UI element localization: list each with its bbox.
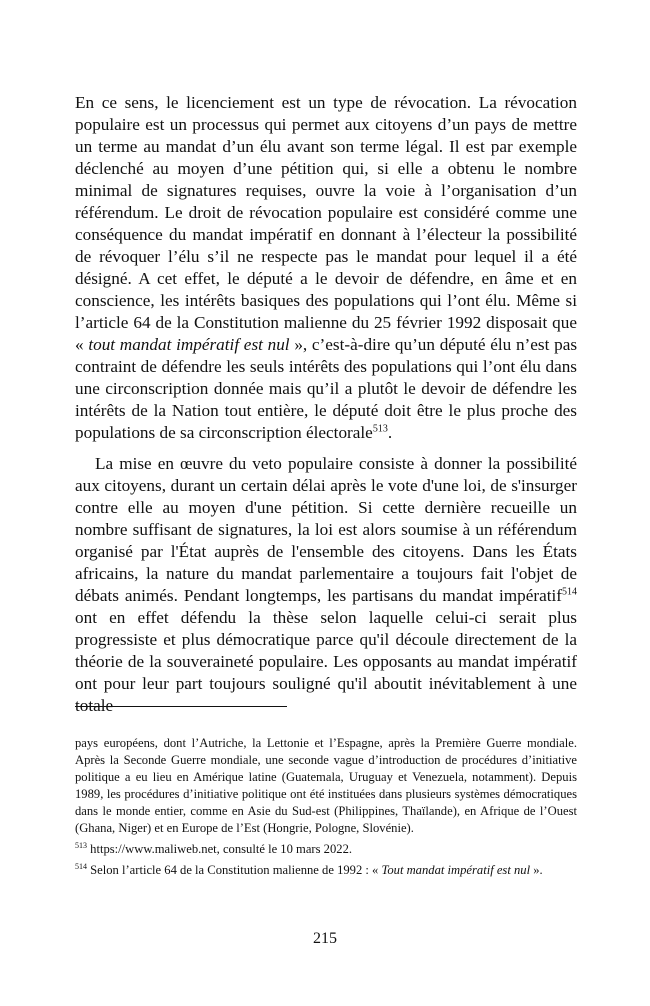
footnote-continued: pays européens, dont l’Autriche, la Lettonie et l’Espagne, après la Première Guerre mondiale. Après la Seconde Guerre mondiale, une seconde vague d’introduction de procédures d’initiative politique a eu lieu en Amérique latine (Guatemala, Uruguay et Venezuela, notamment). Depuis 1989, les procédures d’initiative politique ont été instituées dans plusieurs systèmes démocratiques dans le monde entier, comme en Asie du Sud-est (Philippines, Thaïlande), en Afrique de l’Ouest (Ghana, Niger) et en Europe de l’Est (Hongrie, Pologne, Slovénie). [75, 736, 577, 835]
footnote-ref-513: 513 [372, 423, 388, 435]
footnote-513 [75, 841, 577, 858]
paragraph-text: ont en effet défendu la thèse selon laquelle celui-ci serait plus progressiste et plus démocratique parce qu'il découle directement de la théorie de la souveraineté populaire. Les opposants au mandat impératif ont pour leur part toujours souligné qu'il aboutit inévitablement à une totale [75, 608, 577, 715]
footnote-quote: Tout mandat impératif est nul [381, 863, 531, 877]
paragraph-revocation [75, 92, 577, 444]
footnote-number: 514 [75, 861, 87, 871]
footnote-text: https://www.maliweb.net, consulté le 10 mars 2022. [87, 842, 353, 856]
footnote-number: 513 [75, 840, 87, 850]
paragraph-text: . [387, 423, 393, 442]
quoted-text: tout mandat impératif est nul [88, 335, 290, 354]
main-text [75, 92, 577, 717]
footnotes [75, 706, 577, 879]
footnote-ref-514: 514 [562, 586, 577, 598]
paragraph-text: », c’est-à-dire qu’un député élu n’est pas contraint de défendre les seuls intérêts des populations qui l’ont élu dans une circonscription donnée mais qu’il a plutôt le devoir de défendre les intérêts de la Nation tout entière, le député doit être le plus proche des populations de sa circonscription électorale [75, 335, 578, 442]
page-number: 215 [313, 930, 337, 947]
footnote-text: Selon l’article 64 de la Constitution malienne de 1992 : « [87, 863, 382, 877]
footnote-514 [75, 862, 577, 879]
footnote-text: ». [530, 863, 543, 877]
footnote-divider [75, 706, 287, 707]
paragraph-veto [75, 453, 577, 717]
paragraph-text: En ce sens, le licenciement est un type de révocation. La révocation populaire est un processus qui permet aux citoyens d’un pays de mettre un terme au mandat d’un élu avant son terme légal. Il est par exemple déclenché au moyen d’une pétition qui, si elle a obtenu le nombre minimal de signatures requises, ouvre la voie à l’organisation d’un référendum. Le droit de révocation populaire est considéré comme une conséquence du mandat impératif en donnant à l’électeur la possibilité de révoquer l’élu s’il ne respecte pas le mandat pour lequel il a été désigné. A cet effet, le député a le devoir de défendre, en âme et en conscience, les intérêts basiques des populations qui l’ont élu. Même si l’article 64 de la Constitution malienne du 25 février 1992 disposait que « [75, 93, 577, 354]
paragraph-text: La mise en œuvre du veto populaire consiste à donner la possibilité aux citoyens, durant un certain délai après le vote d'une loi, de s'insurger contre elle au moyen d'une pétition. Si cette dernière recueille un nombre suffisant de signatures, la loi est alors soumise à un référendum organisé par l'État auprès de l'ensemble des citoyens. Dans les États africains, la nature du mandat parlementaire a toujours fait l'objet de débats animés. Pendant longtemps, les partisans du mandat impératif [75, 454, 577, 605]
